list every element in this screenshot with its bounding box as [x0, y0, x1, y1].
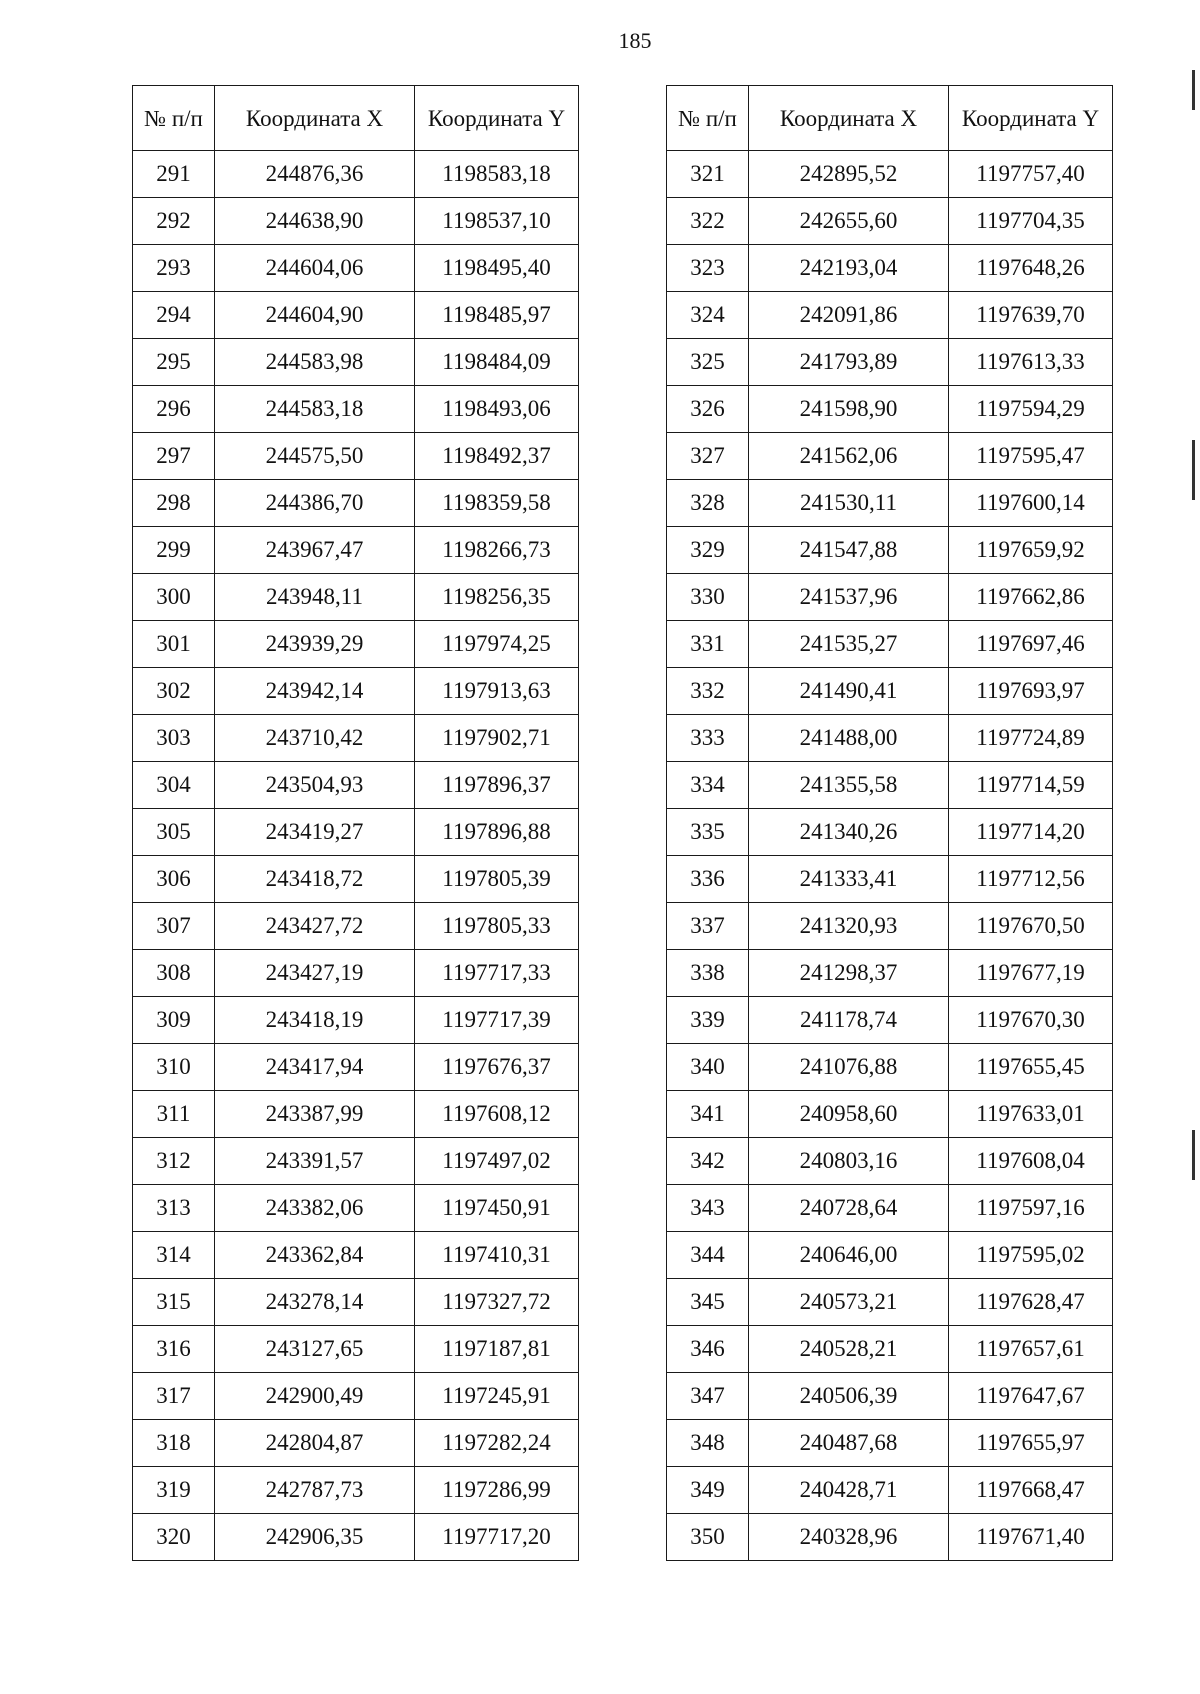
cell-y: 1197662,86 [949, 574, 1113, 621]
cell-x: 244583,18 [215, 386, 415, 433]
cell-num: 307 [133, 903, 215, 950]
cell-y: 1197974,25 [415, 621, 579, 668]
scan-edge-mark [1192, 440, 1195, 500]
table-row [667, 574, 1113, 621]
table-row [667, 339, 1113, 386]
cell-num: 315 [133, 1279, 215, 1326]
cell-num: 306 [133, 856, 215, 903]
cell-y: 1197245,91 [415, 1373, 579, 1420]
cell-y: 1197677,19 [949, 950, 1113, 997]
cell-x: 242193,04 [749, 245, 949, 292]
cell-num: 342 [667, 1138, 749, 1185]
table-row [133, 386, 579, 433]
table-row [133, 856, 579, 903]
cell-num: 300 [133, 574, 215, 621]
cell-y: 1197724,89 [949, 715, 1113, 762]
cell-x: 243278,14 [215, 1279, 415, 1326]
cell-y: 1197655,97 [949, 1420, 1113, 1467]
cell-y: 1197608,12 [415, 1091, 579, 1138]
cell-x: 242091,86 [749, 292, 949, 339]
table-row [667, 621, 1113, 668]
cell-num: 316 [133, 1326, 215, 1373]
cell-x: 240487,68 [749, 1420, 949, 1467]
cell-y: 1197327,72 [415, 1279, 579, 1326]
cell-x: 241537,96 [749, 574, 949, 621]
page-number: 185 [618, 28, 652, 53]
cell-x: 243710,42 [215, 715, 415, 762]
cell-num: 341 [667, 1091, 749, 1138]
cell-num: 293 [133, 245, 215, 292]
table-row [133, 668, 579, 715]
cell-y: 1197450,91 [415, 1185, 579, 1232]
cell-num: 303 [133, 715, 215, 762]
cell-x: 242655,60 [749, 198, 949, 245]
table-row [667, 1185, 1113, 1232]
cell-x: 241547,88 [749, 527, 949, 574]
cell-x: 244638,90 [215, 198, 415, 245]
cell-x: 243427,19 [215, 950, 415, 997]
cell-num: 292 [133, 198, 215, 245]
cell-num: 299 [133, 527, 215, 574]
cell-num: 325 [667, 339, 749, 386]
cell-y: 1197286,99 [415, 1467, 579, 1514]
cell-x: 241535,27 [749, 621, 949, 668]
cell-x: 243418,19 [215, 997, 415, 1044]
cell-x: 241178,74 [749, 997, 949, 1044]
table-body-left [133, 151, 579, 1561]
cell-y: 1197639,70 [949, 292, 1113, 339]
scan-edge-mark [1192, 1130, 1195, 1180]
coordinates-table-right [666, 85, 1113, 1561]
cell-num: 302 [133, 668, 215, 715]
cell-y: 1197757,40 [949, 151, 1113, 198]
cell-y: 1197668,47 [949, 1467, 1113, 1514]
cell-y: 1197676,37 [415, 1044, 579, 1091]
cell-num: 350 [667, 1514, 749, 1561]
cell-x: 241793,89 [749, 339, 949, 386]
cell-y: 1197655,45 [949, 1044, 1113, 1091]
cell-y: 1197717,39 [415, 997, 579, 1044]
table-row [133, 198, 579, 245]
cell-y: 1197697,46 [949, 621, 1113, 668]
cell-num: 347 [667, 1373, 749, 1420]
cell-y: 1198266,73 [415, 527, 579, 574]
table-row [667, 1044, 1113, 1091]
cell-num: 313 [133, 1185, 215, 1232]
cell-num: 329 [667, 527, 749, 574]
table-row [133, 1420, 579, 1467]
cell-x: 244604,06 [215, 245, 415, 292]
cell-y: 1197670,50 [949, 903, 1113, 950]
cell-num: 322 [667, 198, 749, 245]
cell-x: 241562,06 [749, 433, 949, 480]
table-row [133, 1279, 579, 1326]
cell-x: 242804,87 [215, 1420, 415, 1467]
table-row [133, 1185, 579, 1232]
cell-y: 1198583,18 [415, 151, 579, 198]
cell-num: 308 [133, 950, 215, 997]
table-header-row [667, 86, 1113, 151]
cell-y: 1197717,33 [415, 950, 579, 997]
cell-x: 241298,37 [749, 950, 949, 997]
cell-num: 328 [667, 480, 749, 527]
header-x: Координата X [215, 86, 415, 151]
cell-y: 1197594,29 [949, 386, 1113, 433]
header-num: № п/п [667, 86, 749, 151]
cell-num: 344 [667, 1232, 749, 1279]
cell-y: 1197671,40 [949, 1514, 1113, 1561]
cell-y: 1197714,20 [949, 809, 1113, 856]
cell-num: 298 [133, 480, 215, 527]
table-row [667, 1091, 1113, 1138]
cell-num: 336 [667, 856, 749, 903]
table-row [667, 386, 1113, 433]
table-row [133, 339, 579, 386]
table-row [667, 1279, 1113, 1326]
table-row [667, 527, 1113, 574]
header-num: № п/п [133, 86, 215, 151]
cell-x: 240803,16 [749, 1138, 949, 1185]
table-row [667, 856, 1113, 903]
table-row [667, 1138, 1113, 1185]
table-row [667, 480, 1113, 527]
cell-x: 244575,50 [215, 433, 415, 480]
table-row [133, 950, 579, 997]
cell-y: 1198492,37 [415, 433, 579, 480]
cell-y: 1197608,04 [949, 1138, 1113, 1185]
cell-x: 243939,29 [215, 621, 415, 668]
cell-num: 333 [667, 715, 749, 762]
cell-x: 240506,39 [749, 1373, 949, 1420]
table-row [133, 1373, 579, 1420]
cell-x: 243419,27 [215, 809, 415, 856]
cell-num: 305 [133, 809, 215, 856]
cell-num: 296 [133, 386, 215, 433]
table-row [667, 715, 1113, 762]
cell-y: 1197410,31 [415, 1232, 579, 1279]
cell-x: 240958,60 [749, 1091, 949, 1138]
table-row [667, 1373, 1113, 1420]
header-y: Координата Y [415, 86, 579, 151]
table-row [133, 1138, 579, 1185]
cell-y: 1197595,47 [949, 433, 1113, 480]
cell-y: 1197896,37 [415, 762, 579, 809]
table-row [667, 809, 1113, 856]
cell-num: 349 [667, 1467, 749, 1514]
cell-x: 242900,49 [215, 1373, 415, 1420]
cell-num: 327 [667, 433, 749, 480]
cell-y: 1197704,35 [949, 198, 1113, 245]
cell-y: 1197187,81 [415, 1326, 579, 1373]
cell-num: 340 [667, 1044, 749, 1091]
cell-x: 244583,98 [215, 339, 415, 386]
cell-num: 346 [667, 1326, 749, 1373]
table-row [133, 1232, 579, 1279]
cell-x: 243942,14 [215, 668, 415, 715]
table-row [667, 245, 1113, 292]
cell-y: 1197597,16 [949, 1185, 1113, 1232]
cell-y: 1197714,59 [949, 762, 1113, 809]
table-row [133, 245, 579, 292]
cell-num: 348 [667, 1420, 749, 1467]
header-x: Координата X [749, 86, 949, 151]
cell-x: 240328,96 [749, 1514, 949, 1561]
cell-num: 332 [667, 668, 749, 715]
cell-y: 1197805,33 [415, 903, 579, 950]
cell-y: 1197628,47 [949, 1279, 1113, 1326]
cell-y: 1197913,63 [415, 668, 579, 715]
cell-x: 243382,06 [215, 1185, 415, 1232]
cell-num: 323 [667, 245, 749, 292]
table-row [667, 668, 1113, 715]
table-row [133, 527, 579, 574]
cell-y: 1197282,24 [415, 1420, 579, 1467]
cell-x: 243427,72 [215, 903, 415, 950]
cell-y: 1197647,67 [949, 1373, 1113, 1420]
cell-num: 291 [133, 151, 215, 198]
table-row [133, 151, 579, 198]
table-row [133, 903, 579, 950]
table-row [667, 292, 1113, 339]
cell-x: 244876,36 [215, 151, 415, 198]
cell-y: 1197717,20 [415, 1514, 579, 1561]
cell-x: 243387,99 [215, 1091, 415, 1138]
cell-y: 1197648,26 [949, 245, 1113, 292]
cell-y: 1197693,97 [949, 668, 1113, 715]
table-row [133, 574, 579, 621]
cell-y: 1198256,35 [415, 574, 579, 621]
table-row [667, 1467, 1113, 1514]
cell-x: 240528,21 [749, 1326, 949, 1373]
cell-x: 242787,73 [215, 1467, 415, 1514]
cell-num: 311 [133, 1091, 215, 1138]
cell-x: 242895,52 [749, 151, 949, 198]
cell-num: 326 [667, 386, 749, 433]
cell-x: 244386,70 [215, 480, 415, 527]
table-row [667, 762, 1113, 809]
cell-num: 314 [133, 1232, 215, 1279]
cell-y: 1198485,97 [415, 292, 579, 339]
cell-y: 1197659,92 [949, 527, 1113, 574]
cell-x: 243504,93 [215, 762, 415, 809]
cell-num: 320 [133, 1514, 215, 1561]
cell-x: 243967,47 [215, 527, 415, 574]
cell-y: 1198537,10 [415, 198, 579, 245]
cell-y: 1197670,30 [949, 997, 1113, 1044]
cell-num: 331 [667, 621, 749, 668]
cell-num: 304 [133, 762, 215, 809]
cell-num: 345 [667, 1279, 749, 1326]
table-row [133, 1514, 579, 1561]
cell-x: 241490,41 [749, 668, 949, 715]
table-row [133, 997, 579, 1044]
cell-x: 241076,88 [749, 1044, 949, 1091]
cell-num: 310 [133, 1044, 215, 1091]
table-row [667, 1420, 1113, 1467]
cell-y: 1197805,39 [415, 856, 579, 903]
table-row [667, 903, 1113, 950]
table-row [667, 151, 1113, 198]
cell-y: 1198484,09 [415, 339, 579, 386]
table-header-row [133, 86, 579, 151]
cell-x: 241530,11 [749, 480, 949, 527]
cell-x: 241488,00 [749, 715, 949, 762]
cell-num: 319 [133, 1467, 215, 1514]
table-row [667, 997, 1113, 1044]
cell-num: 294 [133, 292, 215, 339]
cell-num: 318 [133, 1420, 215, 1467]
cell-num: 338 [667, 950, 749, 997]
table-row [133, 480, 579, 527]
table-row [667, 950, 1113, 997]
cell-x: 241355,58 [749, 762, 949, 809]
table-row [133, 433, 579, 480]
scan-edge-mark [1192, 70, 1195, 110]
cell-x: 241320,93 [749, 903, 949, 950]
cell-y: 1198495,40 [415, 245, 579, 292]
table-row [133, 621, 579, 668]
cell-x: 243362,84 [215, 1232, 415, 1279]
cell-num: 317 [133, 1373, 215, 1420]
table-body-right [667, 151, 1113, 1561]
cell-x: 241340,26 [749, 809, 949, 856]
cell-num: 335 [667, 809, 749, 856]
table-row [667, 1232, 1113, 1279]
cell-y: 1197600,14 [949, 480, 1113, 527]
cell-num: 334 [667, 762, 749, 809]
cell-num: 295 [133, 339, 215, 386]
table-row [133, 809, 579, 856]
cell-num: 321 [667, 151, 749, 198]
cell-y: 1198359,58 [415, 480, 579, 527]
cell-x: 241333,41 [749, 856, 949, 903]
table-row [133, 762, 579, 809]
table-row [667, 433, 1113, 480]
cell-num: 312 [133, 1138, 215, 1185]
cell-y: 1197613,33 [949, 339, 1113, 386]
cell-x: 243127,65 [215, 1326, 415, 1373]
table-row [133, 1091, 579, 1138]
cell-y: 1197657,61 [949, 1326, 1113, 1373]
cell-y: 1198493,06 [415, 386, 579, 433]
table-row [667, 1514, 1113, 1561]
cell-num: 337 [667, 903, 749, 950]
cell-num: 309 [133, 997, 215, 1044]
cell-x: 243948,11 [215, 574, 415, 621]
table-row [133, 715, 579, 762]
cell-x: 243418,72 [215, 856, 415, 903]
cell-num: 324 [667, 292, 749, 339]
cell-num: 343 [667, 1185, 749, 1232]
cell-y: 1197497,02 [415, 1138, 579, 1185]
cell-x: 243391,57 [215, 1138, 415, 1185]
header-y: Координата Y [949, 86, 1113, 151]
cell-x: 240728,64 [749, 1185, 949, 1232]
table-row [133, 1467, 579, 1514]
cell-x: 240573,21 [749, 1279, 949, 1326]
cell-x: 240428,71 [749, 1467, 949, 1514]
cell-num: 297 [133, 433, 215, 480]
cell-y: 1197712,56 [949, 856, 1113, 903]
cell-x: 240646,00 [749, 1232, 949, 1279]
cell-x: 243417,94 [215, 1044, 415, 1091]
cell-y: 1197595,02 [949, 1232, 1113, 1279]
cell-y: 1197896,88 [415, 809, 579, 856]
coordinates-table-left [132, 85, 579, 1561]
cell-x: 241598,90 [749, 386, 949, 433]
cell-x: 242906,35 [215, 1514, 415, 1561]
cell-num: 301 [133, 621, 215, 668]
table-row [133, 1044, 579, 1091]
table-row [667, 1326, 1113, 1373]
table-row [133, 1326, 579, 1373]
cell-y: 1197633,01 [949, 1091, 1113, 1138]
cell-num: 330 [667, 574, 749, 621]
cell-x: 244604,90 [215, 292, 415, 339]
cell-y: 1197902,71 [415, 715, 579, 762]
cell-num: 339 [667, 997, 749, 1044]
table-row [667, 198, 1113, 245]
table-row [133, 292, 579, 339]
